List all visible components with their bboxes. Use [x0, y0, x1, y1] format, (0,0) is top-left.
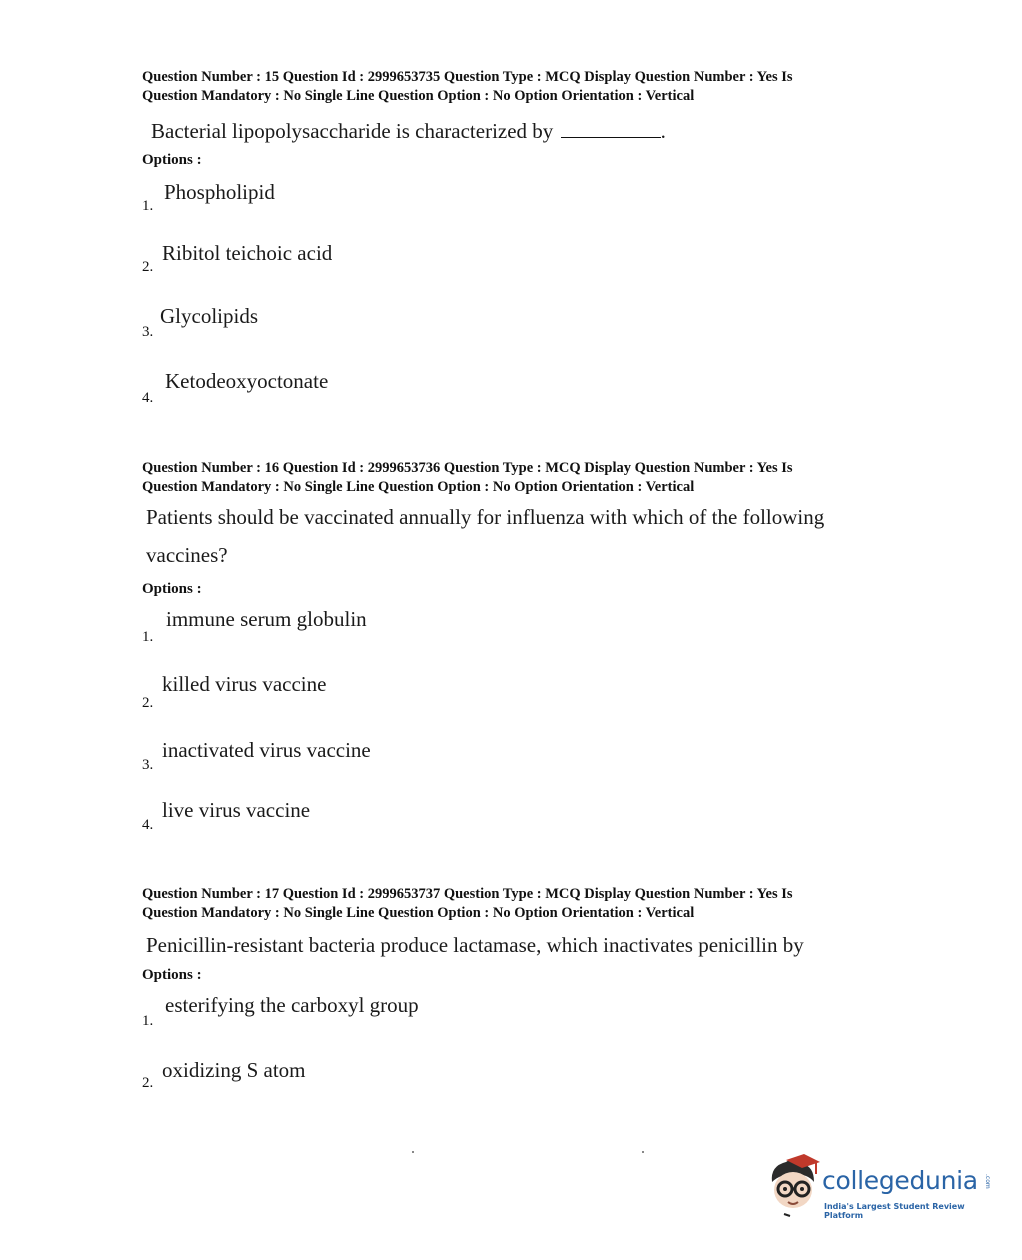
logo-wordmark: collegedunia — [822, 1166, 978, 1195]
options-label: Options : — [142, 967, 202, 983]
question-text: Penicillin-resistant bacteria produce lactamase, which inactivates penicillin by — [146, 933, 804, 957]
question-text — [146, 498, 906, 574]
answer-blank — [561, 119, 661, 138]
meta-line: Question Mandatory : No Single Line Question Option : No Option Orientation : Vertical — [142, 905, 695, 921]
option-text: immune serum globulin — [166, 607, 367, 631]
option-text: Glycolipids — [160, 304, 258, 328]
option-number: 2. — [142, 259, 154, 275]
meta-line: Question Number : 17 Question Id : 2999653737 Question Type : MCQ Display Question Number : Yes Is — [142, 886, 793, 902]
option-number: 2. — [142, 1075, 154, 1091]
option-number: 1. — [142, 1013, 154, 1029]
question-text-line: vaccines? — [146, 543, 228, 567]
question-meta — [142, 459, 902, 497]
option-text: Ketodeoxyoctonate — [165, 369, 329, 393]
option-text: killed virus vaccine — [162, 672, 327, 696]
option-text: Phospholipid — [164, 180, 275, 204]
logo-tagline: India's Largest Student Review Platform — [824, 1202, 965, 1220]
question-meta — [142, 885, 902, 923]
options-label: Options : — [142, 152, 202, 168]
option-text: esterifying the carboxyl group — [165, 993, 419, 1017]
logo-suffix: .com — [984, 1174, 991, 1189]
option-number: 1. — [142, 198, 154, 214]
option-number: 4. — [142, 817, 154, 833]
mascot-icon — [764, 1152, 824, 1222]
option-text: inactivated virus vaccine — [162, 738, 371, 762]
scan-speck — [412, 1151, 414, 1153]
option-number: 3. — [142, 324, 154, 340]
option-number: 4. — [142, 390, 154, 406]
question-text-line: Patients should be vaccinated annually for influenza with which of the following — [146, 505, 825, 529]
option-number: 2. — [142, 695, 154, 711]
option-text: live virus vaccine — [162, 798, 311, 822]
collegedunia-logo — [764, 1152, 994, 1222]
option-number: 1. — [142, 629, 154, 645]
question-meta — [142, 68, 902, 106]
question-text-body: Bacterial lipopolysaccharide is characterized by — [151, 119, 554, 143]
scan-speck — [642, 1151, 644, 1153]
meta-line: Question Mandatory : No Single Line Question Option : No Option Orientation : Vertical — [142, 88, 695, 104]
option-number: 3. — [142, 757, 154, 773]
question-text-end: . — [660, 119, 666, 143]
meta-line: Question Mandatory : No Single Line Question Option : No Option Orientation : Vertical — [142, 479, 695, 495]
meta-line: Question Number : 15 Question Id : 2999653735 Question Type : MCQ Display Question Number : Yes Is — [142, 69, 793, 85]
option-text: oxidizing S atom — [162, 1058, 306, 1082]
options-label: Options : — [142, 581, 202, 597]
meta-line: Question Number : 16 Question Id : 2999653736 Question Type : MCQ Display Question Number : Yes Is — [142, 460, 793, 476]
option-text: Ribitol teichoic acid — [162, 241, 333, 265]
question-text — [151, 112, 911, 150]
